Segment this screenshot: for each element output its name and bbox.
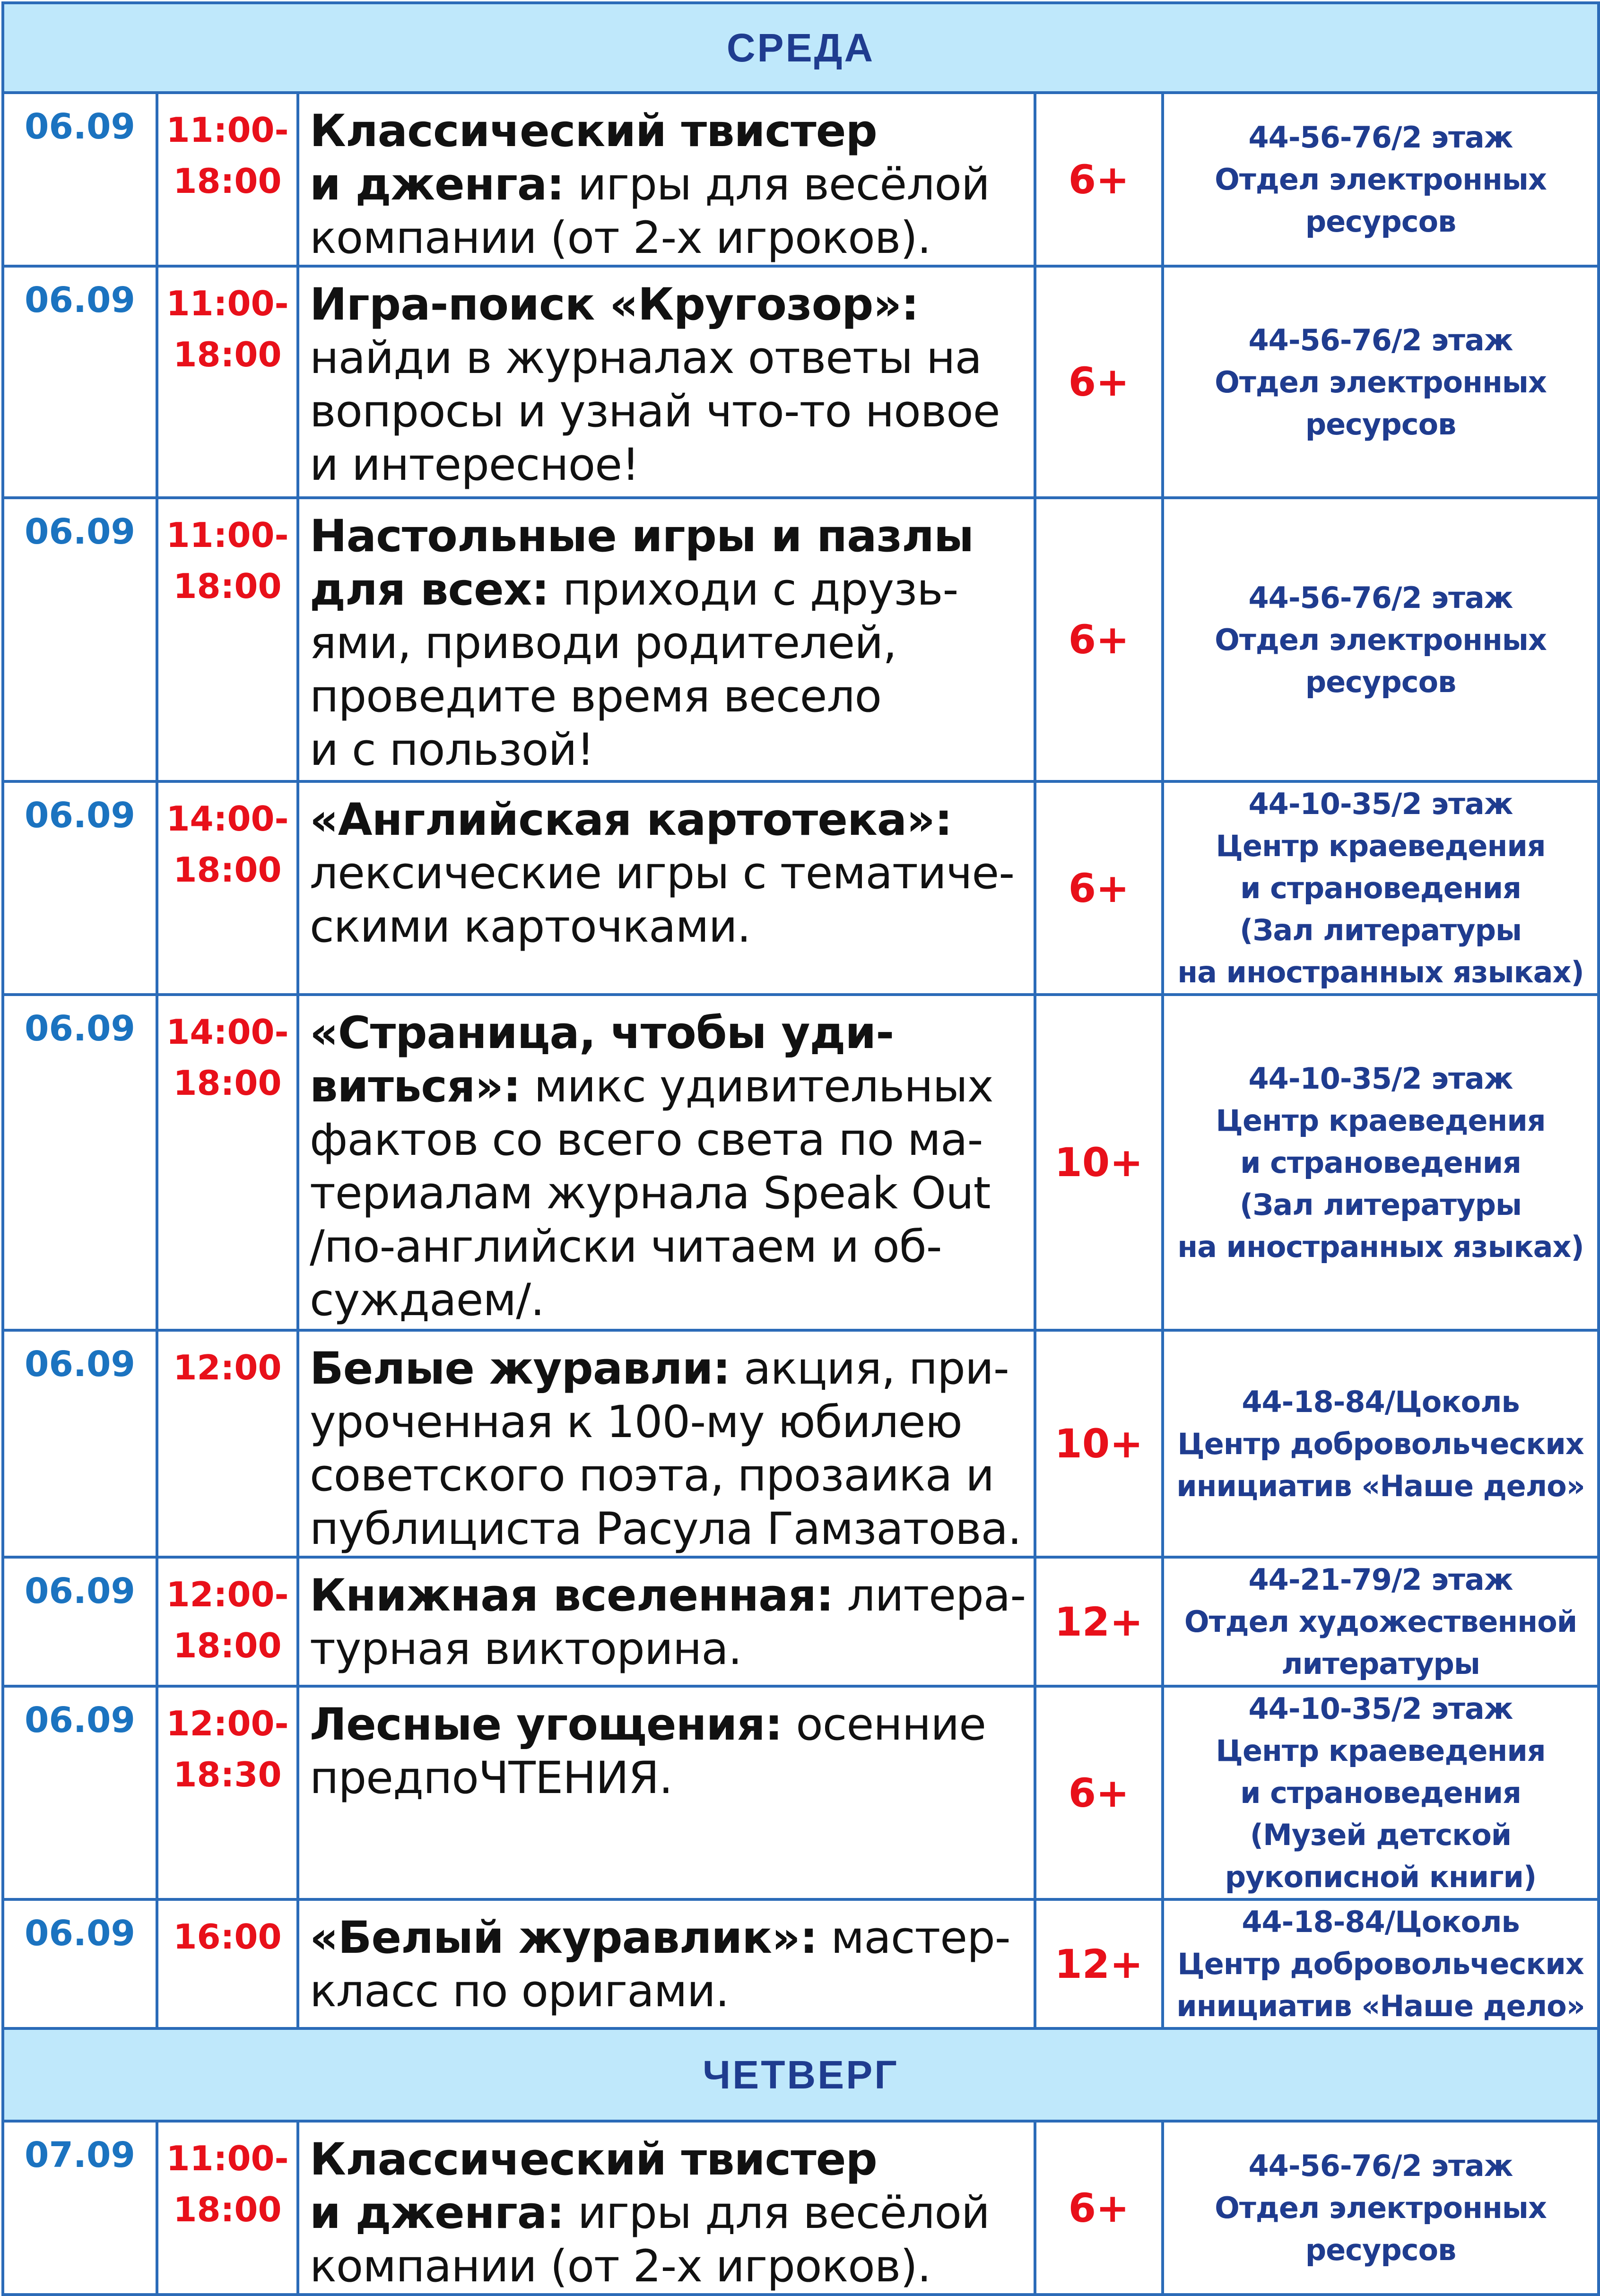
- event-title: и дженга:: [310, 2187, 564, 2239]
- event-date: 06.09: [3, 1899, 157, 2028]
- event-title: «Английская картотека»:: [310, 794, 952, 846]
- event-time-line: 14:00-: [166, 1012, 289, 1052]
- event-location-line: Центр добровольческих: [1177, 1947, 1584, 1981]
- event-date: 06.09: [3, 498, 157, 781]
- event-location-line: Отдел электронных: [1215, 162, 1547, 197]
- event-description-line: [310, 1167, 1025, 1220]
- event-time-line: 18:00: [173, 850, 282, 890]
- event-location-line: Отдел электронных: [1215, 2191, 1547, 2225]
- event-location-line: 44-18-84/Цоколь: [1242, 1905, 1520, 1939]
- age-rating: 6+: [1035, 93, 1163, 266]
- event-description: [298, 93, 1035, 266]
- event-description-line: [310, 563, 1025, 616]
- event-text: компании (от 2-х игроков).: [310, 2241, 931, 2292]
- table-row: [3, 1899, 1599, 2028]
- event-text: советского поэта, прозаика и: [310, 1450, 994, 1501]
- event-date: 06.09: [3, 1330, 157, 1557]
- event-time: [157, 1686, 298, 1899]
- event-text: /по-английски читаем и об-: [310, 1221, 942, 1273]
- event-description: [298, 1899, 1035, 2028]
- event-description-line: [310, 1274, 1025, 1327]
- event-location-line: Центр краеведения: [1216, 829, 1546, 863]
- event-title: для всех:: [310, 564, 549, 615]
- event-location-line: (Зал литературы: [1239, 913, 1522, 947]
- event-location-line: 44-18-84/Цоколь: [1242, 1384, 1520, 1419]
- event-text: скими карточками.: [310, 901, 751, 953]
- event-time-line: 12:00: [173, 1348, 282, 1387]
- event-description-line: [310, 331, 1025, 385]
- table-row: [3, 498, 1599, 781]
- event-description-line: [310, 211, 1025, 265]
- event-description-line: [310, 158, 1025, 211]
- event-title: виться»:: [310, 1061, 521, 1112]
- event-description-line: [310, 900, 1025, 953]
- event-description-line: [310, 385, 1025, 438]
- event-text: лексические игры с тематиче-: [310, 848, 1015, 899]
- event-time: [157, 1899, 298, 2028]
- event-location-line: литературы: [1281, 1646, 1480, 1681]
- schedule-body: [3, 3, 1599, 2295]
- event-text: приходи с друзь-: [549, 564, 958, 615]
- event-text: класс по оригами.: [310, 1966, 729, 2017]
- event-description: [298, 2121, 1035, 2295]
- table-row: [3, 93, 1599, 266]
- event-description: [298, 781, 1035, 995]
- event-title: Классический твистер: [310, 105, 877, 157]
- event-description-line: [310, 278, 1025, 331]
- event-description-line: [310, 2186, 1025, 2240]
- event-description-line: [310, 1060, 1025, 1113]
- age-rating: 10+: [1035, 1330, 1163, 1557]
- event-location-line: инициатив «Наше дело»: [1176, 1468, 1585, 1503]
- event-location-line: 44-56-76/2 этаж: [1248, 2149, 1513, 2183]
- event-time: [157, 995, 298, 1330]
- age-rating: 12+: [1035, 1557, 1163, 1686]
- event-location: [1163, 498, 1599, 781]
- event-date: 06.09: [3, 93, 157, 266]
- event-time-line: 18:00: [173, 2190, 282, 2229]
- event-date: 06.09: [3, 995, 157, 1330]
- event-description-line: [310, 1911, 1025, 1965]
- event-location-line: и страноведения: [1240, 1776, 1521, 1810]
- event-date: 06.09: [3, 781, 157, 995]
- event-time: [157, 93, 298, 266]
- event-time-line: 12:00-: [166, 1575, 289, 1614]
- day-header-row: [3, 3, 1599, 93]
- event-title: Игра-поиск «Кругозор»:: [310, 279, 919, 330]
- day-header-row: [3, 2028, 1599, 2121]
- event-text: суждаем/.: [310, 1274, 544, 1326]
- table-row: [3, 781, 1599, 995]
- event-description-line: [310, 793, 1025, 847]
- event-text: акция, при-: [730, 1343, 1009, 1395]
- event-location-line: Центр добровольческих: [1177, 1426, 1584, 1461]
- event-time-line: 11:00-: [166, 110, 289, 150]
- event-description: [298, 266, 1035, 498]
- event-text: микс удивительных: [520, 1061, 993, 1112]
- event-description-line: [310, 438, 1025, 492]
- event-description-line: [310, 1622, 1025, 1676]
- event-date: 07.09: [3, 2121, 157, 2295]
- event-description-line: [310, 2240, 1025, 2293]
- event-location: [1163, 995, 1599, 1330]
- event-description-line: [310, 1751, 1025, 1805]
- event-location: [1163, 781, 1599, 995]
- event-title: Книжная вселенная:: [310, 1570, 834, 1621]
- event-time-line: 16:00: [173, 1917, 282, 1957]
- event-text: ями, приводи родителей,: [310, 617, 897, 669]
- event-title: и дженга:: [310, 159, 564, 210]
- event-title: Классический твистер: [310, 2134, 877, 2185]
- event-time-line: 18:00: [173, 566, 282, 606]
- event-text: фактов со всего света по ма-: [310, 1114, 983, 1166]
- event-location: [1163, 93, 1599, 266]
- event-time-line: 11:00-: [166, 284, 289, 323]
- event-text: и интересное!: [310, 439, 639, 491]
- event-description-line: [310, 510, 1025, 563]
- event-title: Настольные игры и пазлы: [310, 511, 974, 562]
- event-text: вопросы и узнай что-то новое: [310, 386, 1000, 437]
- event-time: [157, 266, 298, 498]
- event-location-line: ресурсов: [1305, 407, 1456, 442]
- event-time: [157, 498, 298, 781]
- event-text: осенние: [782, 1699, 986, 1750]
- event-description-line: [310, 1502, 1025, 1556]
- event-location-line: Отдел электронных: [1215, 364, 1547, 399]
- event-title: «Белый журавлик»:: [310, 1912, 817, 1964]
- event-location-line: 44-56-76/2 этаж: [1248, 322, 1513, 357]
- event-description-line: [310, 1965, 1025, 2018]
- table-row: [3, 1557, 1599, 1686]
- event-time-line: 12:00-: [166, 1704, 289, 1743]
- age-rating: 6+: [1035, 1686, 1163, 1899]
- event-description-line: [310, 1220, 1025, 1274]
- day-header-thursday: ЧЕТВЕРГ: [3, 2028, 1599, 2121]
- event-description-line: [310, 1698, 1025, 1751]
- event-text: мастер-: [817, 1912, 1010, 1964]
- event-location-line: 44-56-76/2 этаж: [1248, 120, 1513, 155]
- event-location: [1163, 1330, 1599, 1557]
- event-location-line: инициатив «Наше дело»: [1176, 1989, 1585, 2023]
- event-date: 06.09: [3, 1557, 157, 1686]
- event-location: [1163, 2121, 1599, 2295]
- event-description-line: [310, 847, 1025, 900]
- event-description-line: [310, 1342, 1025, 1395]
- event-text: игры для весёлой: [564, 2187, 990, 2239]
- event-text: предпоЧТЕНИЯ.: [310, 1752, 673, 1804]
- table-row: [3, 2121, 1599, 2295]
- event-title: Белые журавли:: [310, 1343, 730, 1395]
- event-time: [157, 1330, 298, 1557]
- event-description: [298, 1686, 1035, 1899]
- event-location-line: Центр краеведения: [1216, 1733, 1546, 1768]
- event-location-line: Отдел художественной: [1184, 1604, 1577, 1639]
- event-location-line: 44-21-79/2 этаж: [1248, 1562, 1513, 1597]
- event-description: [298, 1330, 1035, 1557]
- event-description: [298, 498, 1035, 781]
- event-location-line: (Зал литературы: [1239, 1187, 1522, 1222]
- event-location: [1163, 1557, 1599, 1686]
- event-time-line: 14:00-: [166, 799, 289, 839]
- event-description-line: [310, 1449, 1025, 1502]
- age-rating: 12+: [1035, 1899, 1163, 2028]
- event-location: [1163, 266, 1599, 498]
- event-location-line: 44-10-35/2 этаж: [1248, 1691, 1513, 1726]
- event-description-line: [310, 1569, 1025, 1622]
- event-time: [157, 1557, 298, 1686]
- event-description-line: [310, 723, 1025, 777]
- event-time-line: 11:00-: [166, 515, 289, 555]
- event-text: проведите время весело: [310, 671, 881, 722]
- event-text: публициста Расула Гамзатова.: [310, 1503, 1021, 1555]
- event-description-line: [310, 1395, 1025, 1449]
- event-location-line: 44-10-35/2 этаж: [1248, 1061, 1513, 1096]
- event-title: «Страница, чтобы уди-: [310, 1007, 894, 1059]
- event-text: игры для весёлой: [564, 159, 990, 210]
- event-location-line: ресурсов: [1305, 664, 1456, 699]
- event-time-line: 11:00-: [166, 2139, 289, 2178]
- event-text: уроченная к 100-му юбилею: [310, 1396, 962, 1448]
- table-row: [3, 1686, 1599, 1899]
- event-description-line: [310, 104, 1025, 158]
- event-time-line: 18:00: [173, 1626, 282, 1665]
- event-location-line: Центр краеведения: [1216, 1103, 1546, 1138]
- event-time-line: 18:30: [173, 1755, 282, 1794]
- table-row: [3, 266, 1599, 498]
- event-location-line: и страноведения: [1240, 1145, 1521, 1180]
- event-title: Лесные угощения:: [310, 1699, 783, 1750]
- event-time: [157, 2121, 298, 2295]
- event-date: 06.09: [3, 1686, 157, 1899]
- event-date: 06.09: [3, 266, 157, 498]
- event-text: турная викторина.: [310, 1623, 742, 1675]
- event-time-line: 18:00: [173, 161, 282, 201]
- event-location: [1163, 1686, 1599, 1899]
- event-location-line: ресурсов: [1305, 204, 1456, 239]
- event-description-line: [310, 1113, 1025, 1167]
- event-location-line: ресурсов: [1305, 2233, 1456, 2267]
- event-text: териалам журнала Speak Out: [310, 1168, 991, 1219]
- event-text: литера-: [833, 1570, 1026, 1621]
- event-location-line: Отдел электронных: [1215, 622, 1547, 657]
- day-header-wednesday: СРЕДА: [3, 3, 1599, 93]
- age-rating: 6+: [1035, 2121, 1163, 2295]
- event-time-line: 18:00: [173, 1063, 282, 1103]
- age-rating: 6+: [1035, 498, 1163, 781]
- table-row: [3, 1330, 1599, 1557]
- event-description-line: [310, 670, 1025, 723]
- event-location: [1163, 1899, 1599, 2028]
- event-location-line: и страноведения: [1240, 871, 1521, 905]
- age-rating: 6+: [1035, 266, 1163, 498]
- event-location-line: 44-10-35/2 этаж: [1248, 787, 1513, 821]
- event-time: [157, 781, 298, 995]
- event-location-line: рукописной книги): [1225, 1860, 1537, 1894]
- event-location-line: на иностранных языках): [1177, 1229, 1584, 1264]
- event-description-line: [310, 616, 1025, 670]
- schedule-table: [1, 1, 1600, 2296]
- event-location-line: 44-56-76/2 этаж: [1248, 580, 1513, 615]
- event-text: найди в журналах ответы на: [310, 332, 982, 384]
- event-text: компании (от 2-х игроков).: [310, 212, 931, 264]
- event-text: и с пользой!: [310, 724, 594, 776]
- age-rating: 10+: [1035, 995, 1163, 1330]
- event-description-line: [310, 2133, 1025, 2186]
- age-rating: 6+: [1035, 781, 1163, 995]
- event-description-line: [310, 1006, 1025, 1060]
- table-row: [3, 995, 1599, 1330]
- event-location-line: на иностранных языках): [1177, 955, 1584, 989]
- event-location-line: (Музей детской: [1250, 1818, 1512, 1852]
- event-time-line: 18:00: [173, 335, 282, 374]
- event-description: [298, 995, 1035, 1330]
- event-description: [298, 1557, 1035, 1686]
